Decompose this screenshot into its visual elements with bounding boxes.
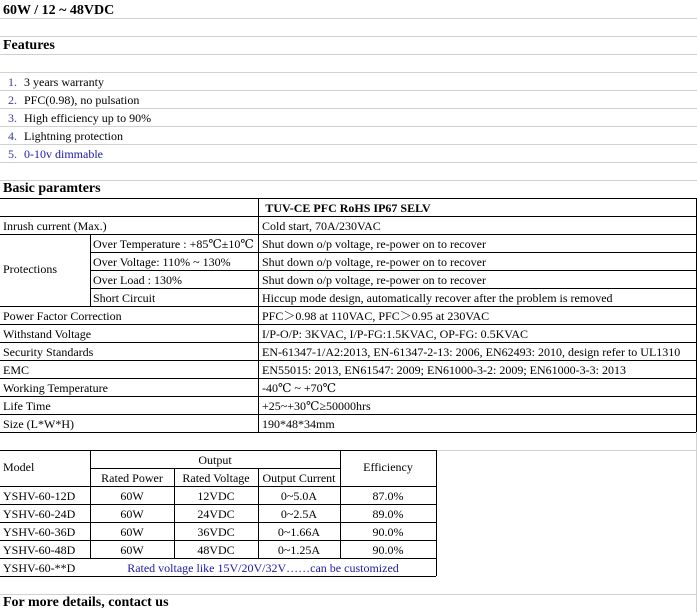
table-border — [258, 468, 259, 558]
custom-note: Rated voltage like 15V/20V/32V……can be customized — [127, 561, 399, 575]
param-value: I/P-O/P: 3KVAC, I/P-FG:1.5KVAC, OP-FG: 0.5KVAC — [262, 327, 529, 341]
param-label: Withstand Voltage — [3, 327, 92, 341]
model-name: YSHV-60-12D — [3, 489, 76, 503]
table-border — [436, 450, 437, 576]
param-label: Working Temperature — [3, 381, 108, 395]
cert-header: TUV-CE PFC RoHS IP67 SELV — [265, 201, 431, 215]
divider — [0, 108, 697, 109]
divider — [0, 72, 697, 73]
basic-params-heading: Basic paramters — [3, 181, 101, 196]
param-value: +25~+30℃≥50000hrs — [262, 399, 371, 413]
param-label: Power Factor Correction — [3, 309, 122, 323]
feature-item: 5. 0-10v dimmable — [8, 147, 103, 161]
table-border — [90, 450, 91, 558]
table-border — [258, 198, 259, 432]
efficiency: 87.0% — [372, 489, 404, 503]
efficiency: 90.0% — [372, 525, 404, 539]
inrush-label: Inrush current (Max.) — [3, 219, 107, 233]
table-border — [90, 234, 91, 306]
param-label: EMC — [3, 363, 30, 377]
feature-item: 2. PFC(0.98), no pulsation — [8, 93, 140, 107]
protection-value: Hiccup mode design, automatically recover after the problem is removed — [262, 291, 613, 305]
model-header: Model — [3, 460, 35, 474]
efficiency: 89.0% — [372, 507, 404, 521]
rated-voltage-header: Rated Voltage — [182, 471, 250, 485]
divider — [0, 90, 697, 91]
rated-power-header: Rated Power — [101, 471, 163, 485]
param-value: EN-61347-1/A2:2013, EN-61347-2-13: 2006, EN62493: 2010, design refer to UL1310 — [262, 345, 681, 359]
feature-item: 1. 3 years warranty — [8, 75, 104, 89]
page-title: 60W / 12 ~ 48VDC — [3, 3, 115, 18]
model-name: YSHV-60-24D — [3, 507, 76, 521]
rated-voltage: 48VDC — [197, 543, 235, 557]
protection-value: Shut down o/p voltage, re-power on to recover — [262, 237, 486, 251]
table-border — [0, 576, 436, 577]
table-border — [340, 450, 341, 558]
output-header: Output — [198, 453, 232, 467]
divider — [0, 180, 697, 181]
contact-footer: For more details, contact us — [3, 595, 169, 610]
feature-item: 4. Lightning protection — [8, 129, 123, 143]
param-label: Security Standards — [3, 345, 94, 359]
divider — [0, 18, 697, 19]
table-border — [0, 432, 697, 433]
rated-voltage: 36VDC — [197, 525, 235, 539]
protection-value: Shut down o/p voltage, re-power on to recover — [262, 273, 486, 287]
param-value: PFC＞0.98 at 110VAC, PFC＞0.95 at 230VAC — [262, 309, 490, 323]
protection-label: Over Load : 130% — [93, 273, 182, 287]
feature-item: 3. High efficiency up to 90% — [8, 111, 152, 125]
protection-label: Over Temperature : +85℃±10℃ — [93, 237, 254, 251]
protection-label: Short Circuit — [93, 291, 156, 305]
model-name: YSHV-60-48D — [3, 543, 76, 557]
divider — [0, 144, 697, 145]
efficiency: 90.0% — [372, 543, 404, 557]
inrush-value: Cold start, 70A/230VAC — [262, 219, 381, 233]
param-value: EN55015: 2013, EN61547: 2009; EN61000-3-2: 2009; EN61000-3-3: 2013 — [262, 363, 626, 377]
param-label: Life Time — [3, 399, 51, 413]
rated-power: 60W — [120, 507, 144, 521]
rated-voltage: 12VDC — [197, 489, 235, 503]
protection-label: Over Voltage: 110% ~ 130% — [93, 255, 231, 269]
rated-power: 60W — [120, 543, 144, 557]
features-heading: Features — [3, 38, 55, 53]
param-value: 190*48*34mm — [262, 417, 335, 431]
rated-power: 60W — [120, 525, 144, 539]
efficiency-header: Efficiency — [363, 460, 413, 474]
protections-label: Protections — [3, 262, 57, 276]
rated-voltage: 24VDC — [197, 507, 235, 521]
output-current-header: Output Current — [262, 471, 336, 485]
param-label: Size (L*W*H) — [3, 417, 74, 431]
output-current: 0~1.66A — [277, 525, 321, 539]
divider — [0, 126, 697, 127]
output-current: 0~5.0A — [280, 489, 318, 503]
output-current: 0~2.5A — [280, 507, 318, 521]
rated-power: 60W — [120, 489, 144, 503]
divider — [0, 54, 697, 55]
param-value: -40℃ ~ +70℃ — [262, 381, 337, 395]
model-name: YSHV-60-**D — [3, 561, 76, 575]
divider — [0, 162, 697, 163]
table-border — [0, 414, 697, 415]
protection-value: Shut down o/p voltage, re-power on to recover — [262, 255, 486, 269]
output-current: 0~1.25A — [277, 543, 321, 557]
model-name: YSHV-60-36D — [3, 525, 76, 539]
table-border — [174, 468, 175, 558]
divider — [0, 36, 697, 37]
